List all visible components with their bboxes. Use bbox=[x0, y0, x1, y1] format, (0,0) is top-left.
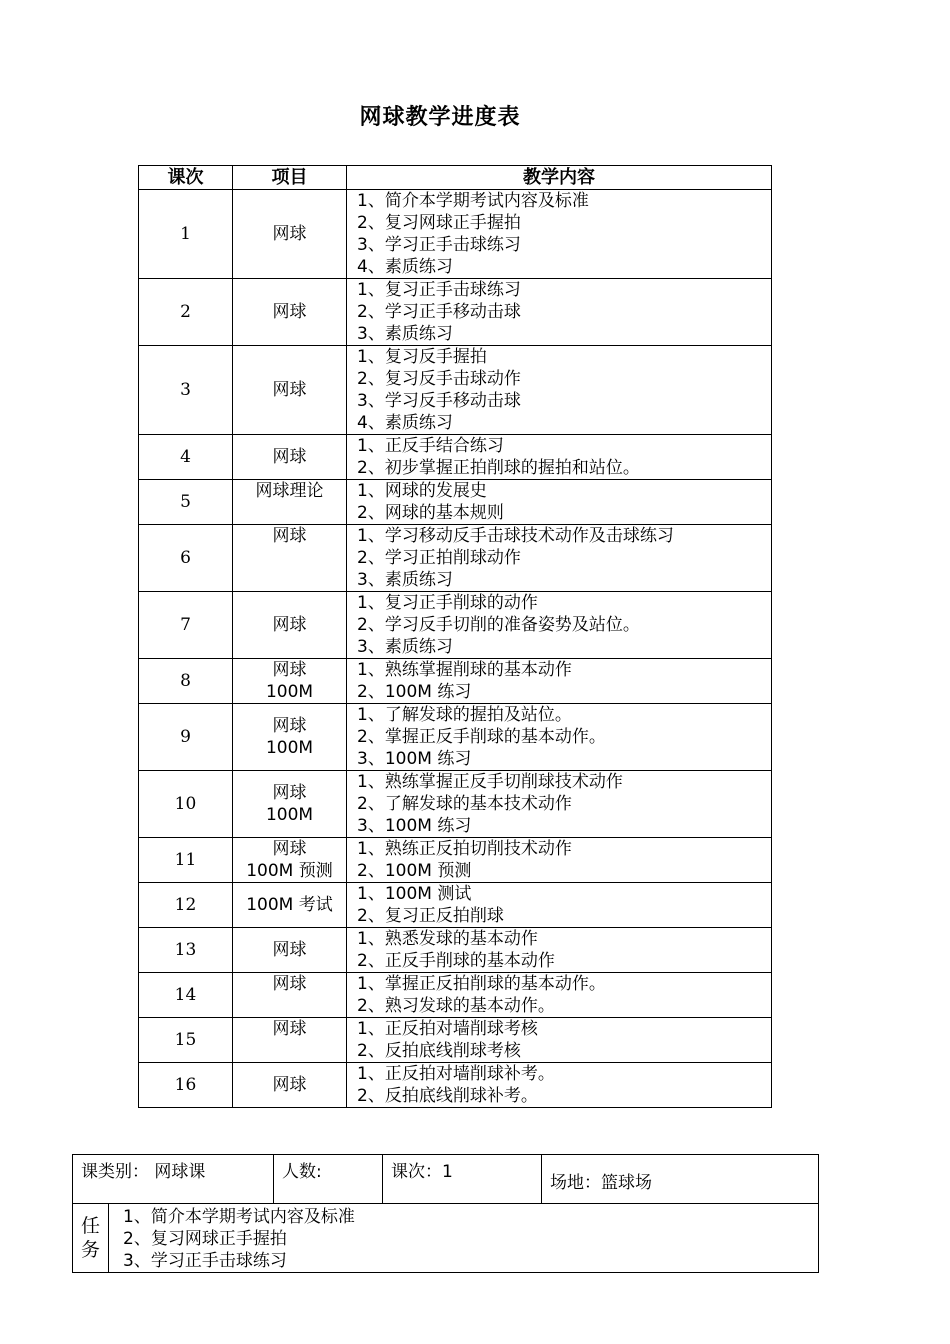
item-line: 100M bbox=[265, 805, 314, 825]
session-number: 4 bbox=[139, 435, 233, 480]
content-line: 3、100M 练习 bbox=[357, 816, 472, 836]
item-line: 网球 bbox=[272, 716, 307, 736]
item-line: 100M 预测 bbox=[246, 861, 333, 881]
content-line: 1、了解发球的握拍及站位。 bbox=[357, 705, 572, 725]
content-cell bbox=[347, 704, 772, 771]
item-line: 网球 bbox=[272, 380, 307, 400]
table-row bbox=[139, 279, 772, 346]
item-cell bbox=[233, 704, 347, 771]
item-cell bbox=[233, 883, 347, 928]
lesson-plan-table bbox=[72, 1154, 819, 1273]
item-line: 100M bbox=[265, 738, 314, 758]
table-row bbox=[139, 346, 772, 435]
content-line: 1、熟练掌握削球的基本动作 bbox=[357, 660, 572, 680]
item-line: 网球 bbox=[272, 660, 307, 680]
table-header-row bbox=[139, 166, 772, 190]
content-cell bbox=[347, 1018, 772, 1063]
item-line: 100M bbox=[265, 682, 314, 702]
item-line: 网球 bbox=[272, 447, 307, 467]
content-line: 4、素质练习 bbox=[357, 413, 453, 433]
content-cell bbox=[347, 190, 772, 279]
content-line: 1、复习正手削球的动作 bbox=[357, 593, 538, 613]
item-cell bbox=[233, 1018, 347, 1063]
content-line: 1、正反拍对墙削球补考。 bbox=[357, 1064, 555, 1084]
lesson-people: 人数: bbox=[274, 1155, 383, 1204]
content-line: 3、学习正手击球练习 bbox=[357, 235, 521, 255]
session-number: 9 bbox=[139, 704, 233, 771]
task-label-char: 务 bbox=[80, 1239, 100, 1261]
content-line: 2、学习正手移动击球 bbox=[357, 302, 521, 322]
content-cell bbox=[347, 771, 772, 838]
task-list bbox=[109, 1204, 819, 1273]
item-line: 网球 bbox=[272, 1019, 307, 1039]
item-cell bbox=[233, 1063, 347, 1108]
table-row bbox=[139, 435, 772, 480]
lesson-venue: 场地：篮球场 bbox=[542, 1155, 819, 1204]
table-row bbox=[139, 592, 772, 659]
item-cell bbox=[233, 771, 347, 838]
session-number: 12 bbox=[139, 883, 233, 928]
task-label bbox=[73, 1204, 109, 1273]
content-line: 2、反拍底线削球补考。 bbox=[357, 1086, 538, 1106]
task-item: 2、复习网球正手握拍 bbox=[123, 1229, 287, 1249]
item-cell bbox=[233, 659, 347, 704]
content-cell bbox=[347, 838, 772, 883]
item-line: 网球 bbox=[272, 940, 307, 960]
session-number: 13 bbox=[139, 928, 233, 973]
table-row bbox=[139, 771, 772, 838]
content-line: 2、100M 练习 bbox=[357, 682, 472, 702]
content-cell bbox=[347, 435, 772, 480]
content-line: 2、复习反手击球动作 bbox=[357, 369, 521, 389]
session-number: 10 bbox=[139, 771, 233, 838]
item-line: 网球 bbox=[272, 974, 307, 994]
session-number: 11 bbox=[139, 838, 233, 883]
content-line: 2、网球的基本规则 bbox=[357, 503, 504, 523]
content-line: 2、了解发球的基本技术动作 bbox=[357, 794, 572, 814]
content-line: 1、正反拍对墙削球考核 bbox=[357, 1019, 538, 1039]
session-number: 14 bbox=[139, 973, 233, 1018]
table-row bbox=[139, 659, 772, 704]
content-line: 1、简介本学期考试内容及标准 bbox=[357, 191, 589, 211]
item-cell bbox=[233, 838, 347, 883]
session-number: 16 bbox=[139, 1063, 233, 1108]
task-item: 1、简介本学期考试内容及标准 bbox=[123, 1207, 355, 1227]
item-cell bbox=[233, 346, 347, 435]
table-row bbox=[139, 883, 772, 928]
content-line: 3、素质练习 bbox=[357, 570, 453, 590]
content-cell bbox=[347, 1063, 772, 1108]
content-line: 2、学习反手切削的准备姿势及站位。 bbox=[357, 615, 640, 635]
session-number: 15 bbox=[139, 1018, 233, 1063]
content-line: 1、熟练掌握正反手切削球技术动作 bbox=[357, 772, 623, 792]
content-line: 1、掌握正反拍削球的基本动作。 bbox=[357, 974, 606, 994]
session-number: 3 bbox=[139, 346, 233, 435]
table-row bbox=[139, 1063, 772, 1108]
content-cell bbox=[347, 973, 772, 1018]
item-cell bbox=[233, 928, 347, 973]
lesson-session: 课次：1 bbox=[383, 1155, 542, 1204]
table-row bbox=[139, 838, 772, 883]
table-row bbox=[139, 704, 772, 771]
item-cell bbox=[233, 190, 347, 279]
content-line: 2、正反手削球的基本动作 bbox=[357, 951, 555, 971]
content-line: 1、正反手结合练习 bbox=[357, 436, 504, 456]
content-line: 2、复习网球正手握拍 bbox=[357, 213, 521, 233]
item-line: 网球 bbox=[272, 1075, 307, 1095]
session-number: 6 bbox=[139, 525, 233, 592]
content-line: 2、初步掌握正拍削球的握拍和站位。 bbox=[357, 458, 640, 478]
content-line: 2、熟习发球的基本动作。 bbox=[357, 996, 555, 1016]
content-line: 3、100M 练习 bbox=[357, 749, 472, 769]
schedule-table bbox=[138, 165, 772, 1108]
table-row bbox=[139, 1018, 772, 1063]
task-label-char: 任 bbox=[80, 1215, 100, 1237]
content-line: 3、学习反手移动击球 bbox=[357, 391, 521, 411]
header-session: 课次 bbox=[139, 166, 233, 190]
item-line: 网球 bbox=[272, 526, 307, 546]
content-line: 2、反拍底线削球考核 bbox=[357, 1041, 521, 1061]
content-line: 3、素质练习 bbox=[357, 324, 453, 344]
page-title: 网球教学进度表 bbox=[359, 105, 521, 130]
item-line: 网球 bbox=[272, 839, 307, 859]
content-cell bbox=[347, 346, 772, 435]
content-line: 1、熟练正反拍切削技术动作 bbox=[357, 839, 572, 859]
content-line: 1、100M 测试 bbox=[357, 884, 472, 904]
session-number: 1 bbox=[139, 190, 233, 279]
content-cell bbox=[347, 659, 772, 704]
lesson-header-row bbox=[73, 1155, 819, 1204]
item-line: 网球理论 bbox=[255, 481, 324, 501]
content-line: 1、学习移动反手击球技术动作及击球练习 bbox=[357, 526, 674, 546]
content-line: 2、掌握正反手削球的基本动作。 bbox=[357, 727, 606, 747]
content-cell bbox=[347, 279, 772, 346]
content-line: 4、素质练习 bbox=[357, 257, 453, 277]
content-line: 1、复习反手握拍 bbox=[357, 347, 487, 367]
item-cell bbox=[233, 525, 347, 592]
task-item: 3、学习正手击球练习 bbox=[123, 1251, 287, 1271]
item-line: 100M 考试 bbox=[246, 895, 333, 915]
content-line: 2、学习正拍削球动作 bbox=[357, 548, 521, 568]
item-cell bbox=[233, 592, 347, 659]
content-line: 1、熟悉发球的基本动作 bbox=[357, 929, 538, 949]
item-cell bbox=[233, 279, 347, 346]
table-row bbox=[139, 928, 772, 973]
item-cell bbox=[233, 435, 347, 480]
session-number: 7 bbox=[139, 592, 233, 659]
content-cell bbox=[347, 592, 772, 659]
item-cell bbox=[233, 973, 347, 1018]
content-cell bbox=[347, 480, 772, 525]
item-line: 网球 bbox=[272, 302, 307, 322]
content-line: 2、复习正反拍削球 bbox=[357, 906, 504, 926]
content-line: 3、素质练习 bbox=[357, 637, 453, 657]
content-line: 1、网球的发展史 bbox=[357, 481, 487, 501]
item-line: 网球 bbox=[272, 615, 307, 635]
table-row bbox=[139, 190, 772, 279]
header-content: 教学内容 bbox=[347, 166, 772, 190]
content-cell bbox=[347, 928, 772, 973]
content-line: 1、复习正手击球练习 bbox=[357, 280, 521, 300]
content-line: 2、100M 预测 bbox=[357, 861, 472, 881]
content-cell bbox=[347, 883, 772, 928]
lesson-task-row bbox=[73, 1204, 819, 1273]
lesson-category: 课类别： 网球课 bbox=[73, 1155, 274, 1204]
header-item: 项目 bbox=[233, 166, 347, 190]
item-cell bbox=[233, 480, 347, 525]
session-number: 2 bbox=[139, 279, 233, 346]
table-row bbox=[139, 525, 772, 592]
item-line: 网球 bbox=[272, 224, 307, 244]
content-cell bbox=[347, 525, 772, 592]
session-number: 8 bbox=[139, 659, 233, 704]
session-number: 5 bbox=[139, 480, 233, 525]
item-line: 网球 bbox=[272, 783, 307, 803]
table-row bbox=[139, 973, 772, 1018]
table-row bbox=[139, 480, 772, 525]
